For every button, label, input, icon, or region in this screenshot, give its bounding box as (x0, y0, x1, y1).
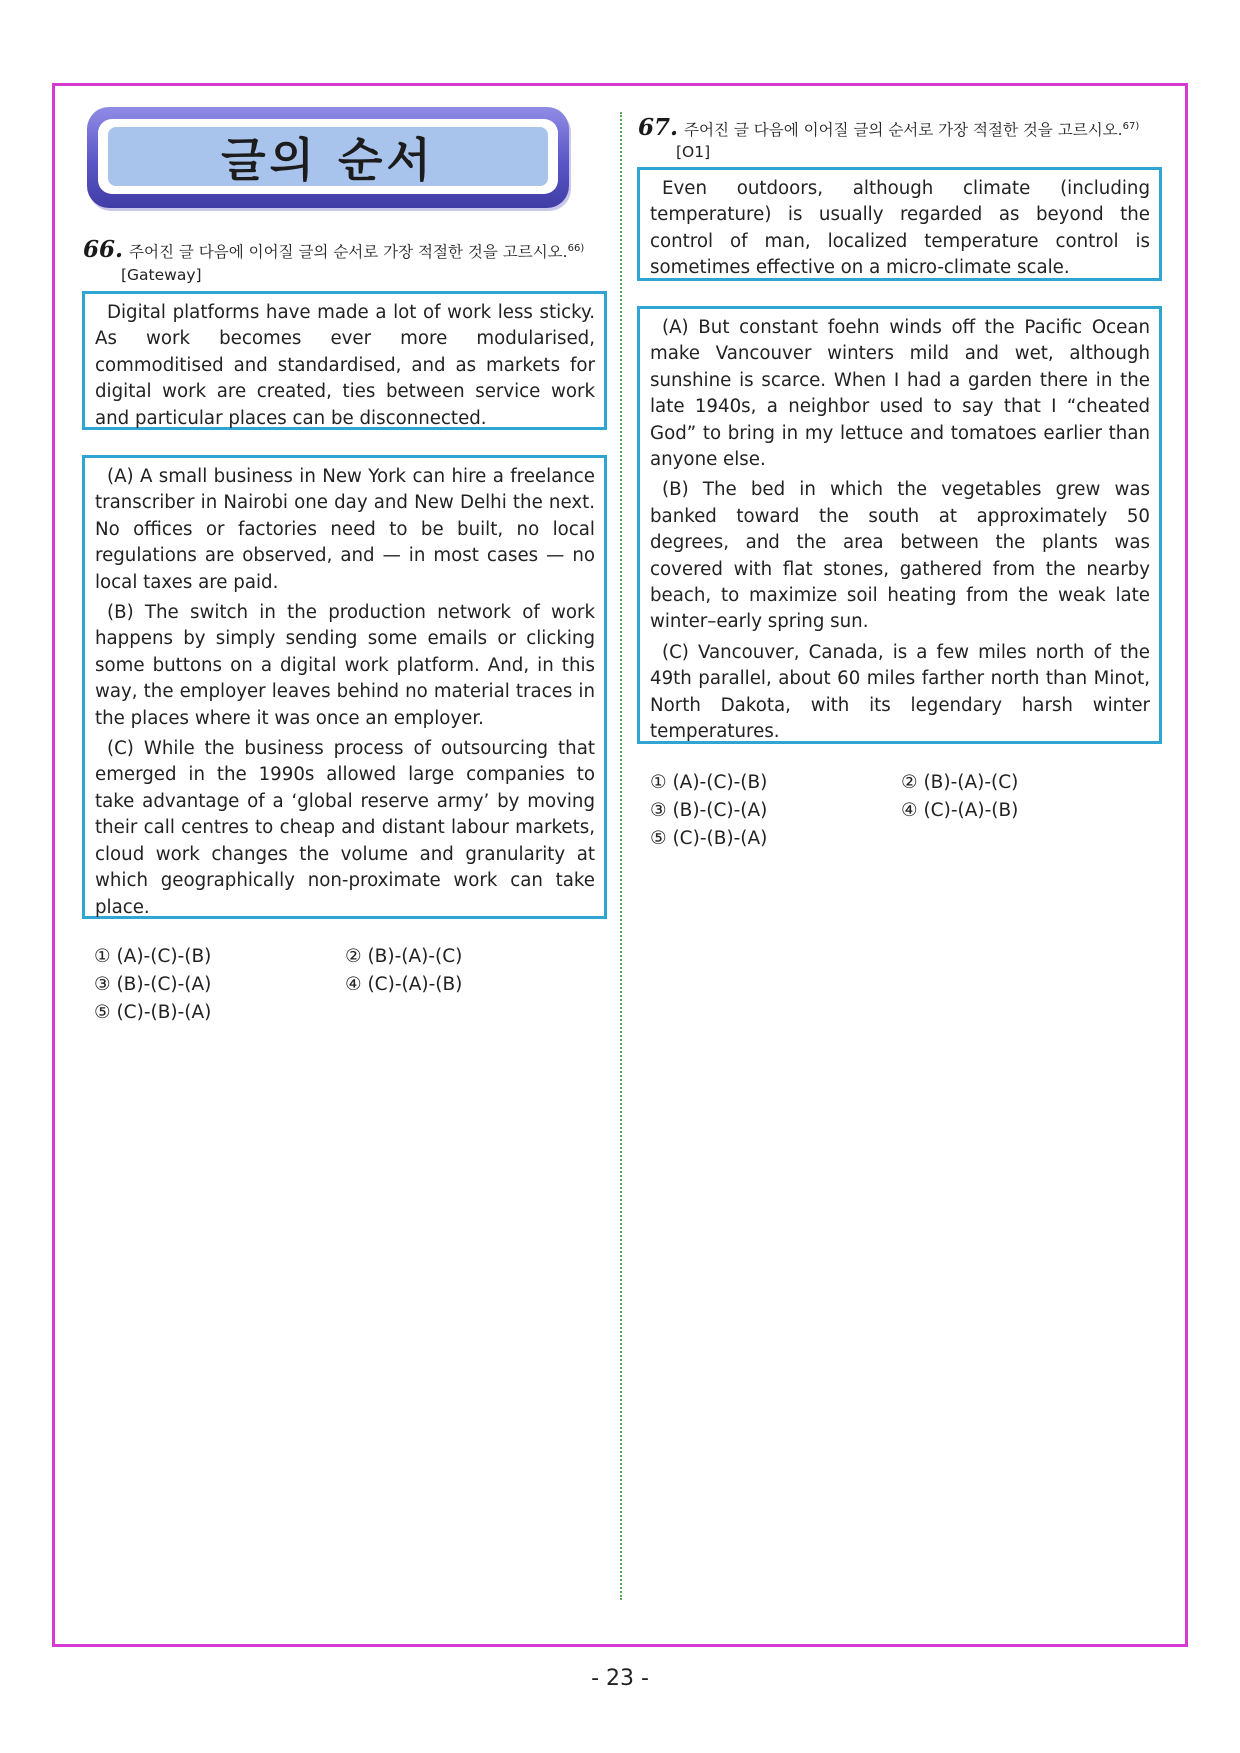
q67-intro-box (637, 167, 1162, 281)
q66-footnote: 66) (567, 243, 585, 254)
q67-option-1[interactable]: ① (A)-(C)-(B) (650, 772, 768, 793)
q66-passage-box (82, 455, 607, 919)
q67-number: 67. (638, 114, 679, 142)
q67-option-2[interactable]: ② (B)-(A)-(C) (901, 772, 1019, 793)
q66-paragraph-c: (C) While the business process of outsourcing that emerged in the 1990s allowed large companies to take advantage of a ‘global reserve army’ by moving their call centres to cheap and distant labour markets, cloud work changes the volume and granularity at which geographically non-proximate work can take place. (95, 738, 595, 918)
q66-option-2[interactable]: ② (B)-(A)-(C) (345, 946, 463, 967)
q66-paragraph-a: (A) A small business in New York can hire a freelance transcriber in Nairobi one day and New Delhi the next. No offices or factories need to be built, no local regulations are observed, and — in most cases — no local taxes are paid. (95, 466, 595, 593)
section-title: 글의 순서 (221, 132, 435, 187)
q67-options (650, 770, 1131, 851)
q67-footnote: 67) (1122, 121, 1140, 132)
q67-paragraph-b: (B) The bed in which the vegetables grew was banked toward the south at approximately 50 degrees, and the area between the plants was covered with flat stones, gathered from the nearby beach, to maximize soil heating from the weak late winter–early spring sun. (650, 479, 1150, 633)
q67-option-5[interactable]: ⑤ (C)-(B)-(A) (650, 828, 768, 849)
q67-passage-box (637, 306, 1162, 744)
q66-options (94, 944, 575, 1025)
q67-intro-text: Even outdoors, although climate (including temperature) is usually regarded as beyond the control of man, localized temperature control is sometimes effective on a micro-climate scale. (650, 178, 1150, 279)
q66-intro-text: Digital platforms have made a lot of work less sticky. As work becomes ever more modularised, commoditised and standardised, and as markets for digital work are created, ties between service work and particular places can be disconnected. (95, 302, 595, 429)
q67-paragraph-a: (A) But constant foehn winds off the Pacific Ocean make Vancouver winters mild and wet, although sunshine is scarce. When I had a garden there in the late 1940s, a neighbor used to say that I “cheated God” to bring in my lettuce and tomatoes earlier than anyone else. (650, 317, 1150, 471)
q67-option-3[interactable]: ③ (B)-(C)-(A) (650, 800, 768, 821)
q66-header (83, 238, 623, 263)
q67-instruction: 주어진 글 다음에 이어질 글의 순서로 가장 적절한 것을 고르시오. (684, 121, 1123, 140)
q67-header (638, 116, 1178, 141)
q67-option-4[interactable]: ④ (C)-(A)-(B) (901, 800, 1019, 821)
q66-source: [Gateway] (121, 266, 202, 284)
q66-number: 66. (83, 236, 124, 264)
q66-paragraph-b: (B) The switch in the production network of work happens by simply sending some emails or clicking some buttons on a digital work platform. And, in this way, the employer leaves behind no material traces in the places where it was once an employer. (95, 602, 595, 729)
column-divider (620, 112, 622, 1600)
page-number: - 23 - (591, 1666, 649, 1691)
q66-intro-box (82, 291, 607, 430)
q67-paragraph-c: (C) Vancouver, Canada, is a few miles north of the 49th parallel, about 60 miles farther north than Minot, North Dakota, with its legendary harsh winter temperatures. (650, 641, 1150, 743)
q66-option-3[interactable]: ③ (B)-(C)-(A) (94, 974, 212, 995)
q66-option-5[interactable]: ⑤ (C)-(B)-(A) (94, 1002, 212, 1023)
q67-source: [O1] (676, 143, 711, 161)
section-banner (87, 107, 569, 208)
q66-instruction: 주어진 글 다음에 이어질 글의 순서로 가장 적절한 것을 고르시오. (129, 243, 568, 262)
q66-option-4[interactable]: ④ (C)-(A)-(B) (345, 974, 463, 995)
q66-option-1[interactable]: ① (A)-(C)-(B) (94, 946, 212, 967)
